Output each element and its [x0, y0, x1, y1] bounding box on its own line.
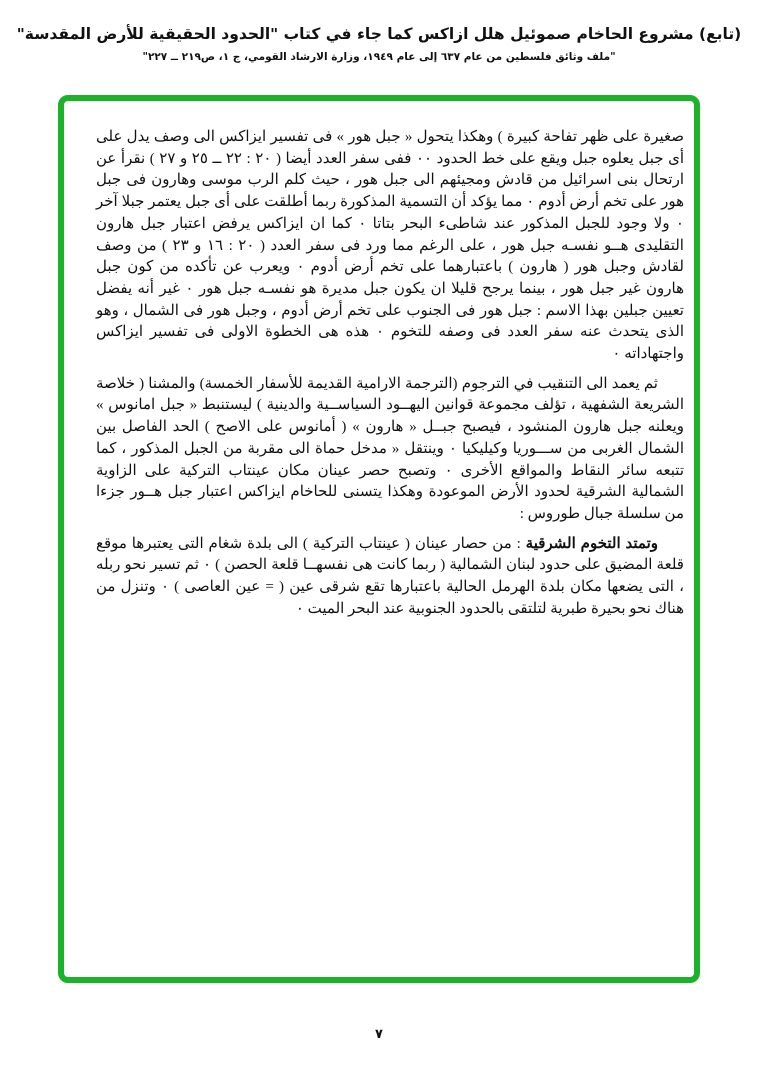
- body-text-block: [96, 127, 684, 628]
- paragraph-3-body: : من حصار عينان ( عينتاب التركية ) الى بلدة شغام التى يعتبرها موقع قلعة المضيق على حدود لبنان الشمالية ( ربما كانت هى نفسهــا قلعة الحصن ) ٠ ثم تسير نحو ربله ، التى يضعها مكان بلدة الهرمل الحالية باعتبارها تقع شرقى عين ( = عين العاصى ) ٠ وتنزل من هناك نحو بحيرة طبرية لتلتقى بالحدود الجنوبية عند البحر الميت ٠: [96, 535, 684, 617]
- paragraph-3: [96, 534, 684, 621]
- page-header: [0, 24, 758, 63]
- page-number: ٧: [375, 1027, 383, 1042]
- document-title: (تابع) مشروع الحاخام صموئيل هلل ازاكس كما جاء في كتاب "الحدود الحقيقية للأرض المقدسة": [16, 25, 742, 43]
- document-source-citation: "ملف وثائق فلسطين من عام ٦٣٧ إلى عام ١٩٤٩، وزارة الارشاد القومي، ج ١، ص٢١٩ ــ ٢٢٧": [142, 51, 616, 63]
- paragraph-2: ثم يعمد الى التنقيب في الترجوم (الترجمة الارامية القديمة للأسفار الخمسة) والمشنا ( خلاصة الشريعة الشفهية ، تؤلف مجموعة قوانين اليهــود السياســية والدينية ) ليستنبط « جبل امانوس » ويعلنه جبل هارون المنشود ، فيصبح جبــل « هارون » ( أمانوس على الاصح ) الحد الفاصل بين الشمال الغربى من ســـوريا وكيليكيا ٠ وينتقل « مدخل حماة الى مقربة من الجبل المذكور ، كما تتبعه سائر النقاط والمواقع الأخرى ٠ وتصبح حصر عينان مكان عينتاب التركية على الزاوية الشمالية الشرقية لحدود الأرض الموعودة وهكذا يتسنى للحاخام ايزاكس اعتبار جبل هــور جزءا من سلسلة جبال طوروس :: [96, 375, 684, 522]
- paragraph-1: صغيرة على ظهر تفاحة كبيرة ) وهكذا يتحول « جبل هور » فى تفسير ايزاكس الى وصف يدل على أى جبل يعلوه جبل ويقع على خط الحدود ٠٠ ففى سفر العدد أيضا ( ٢٠ : ٢٢ ــ ٢٥ و ٢٧ ) نقرأ عن ارتحال بنى اسرائيل من قادش ومجيئهم الى جبل هور ، حيث كلم الرب موسى وهارون فى جبل هور على تخم أرض أدوم ٠ مما يؤكد أن التسمية المذكورة ربما أطلقت على أى جبل يعتمر جبلا آخر ٠ ولا وجود للجبل المذكور عند شاطىء البحر بتاتا ٠ كما ان ايزاكس يرفض اعتبار جبل هارون التقليدى هــو نفسـه جبل هور ، على الرغم مما ورد فى سفر العدد ( ٢٠ : ١٦ و ٢٣ ) من وصف لقادش وجبل هور ( هارون ) باعتبارهما على تخم أرض أدوم ٠ ويعرب عن تأكده من كون جبل هارون غير جبل هور ، بينما يرجح قليلا ان يكون جبل مديرة هو نفسـه جبل هور ٠ غير أنه يفضل تعيين جبلين بهذا الاسم : جبل هور فى الجنوب على تخم أرض أدوم ، وجبل هور فى الشمال ، وهو الذى يتحدث عنه سفر العدد فى وصفه للتخوم ٠ هذه هى الخطوة الاولى فى تفسير ايزاكس واجتهاداته ٠: [96, 129, 685, 363]
- paragraph-3-bold-lead: وتمتد التخوم الشرقية: [525, 535, 659, 552]
- highlight-border-box: [58, 95, 700, 983]
